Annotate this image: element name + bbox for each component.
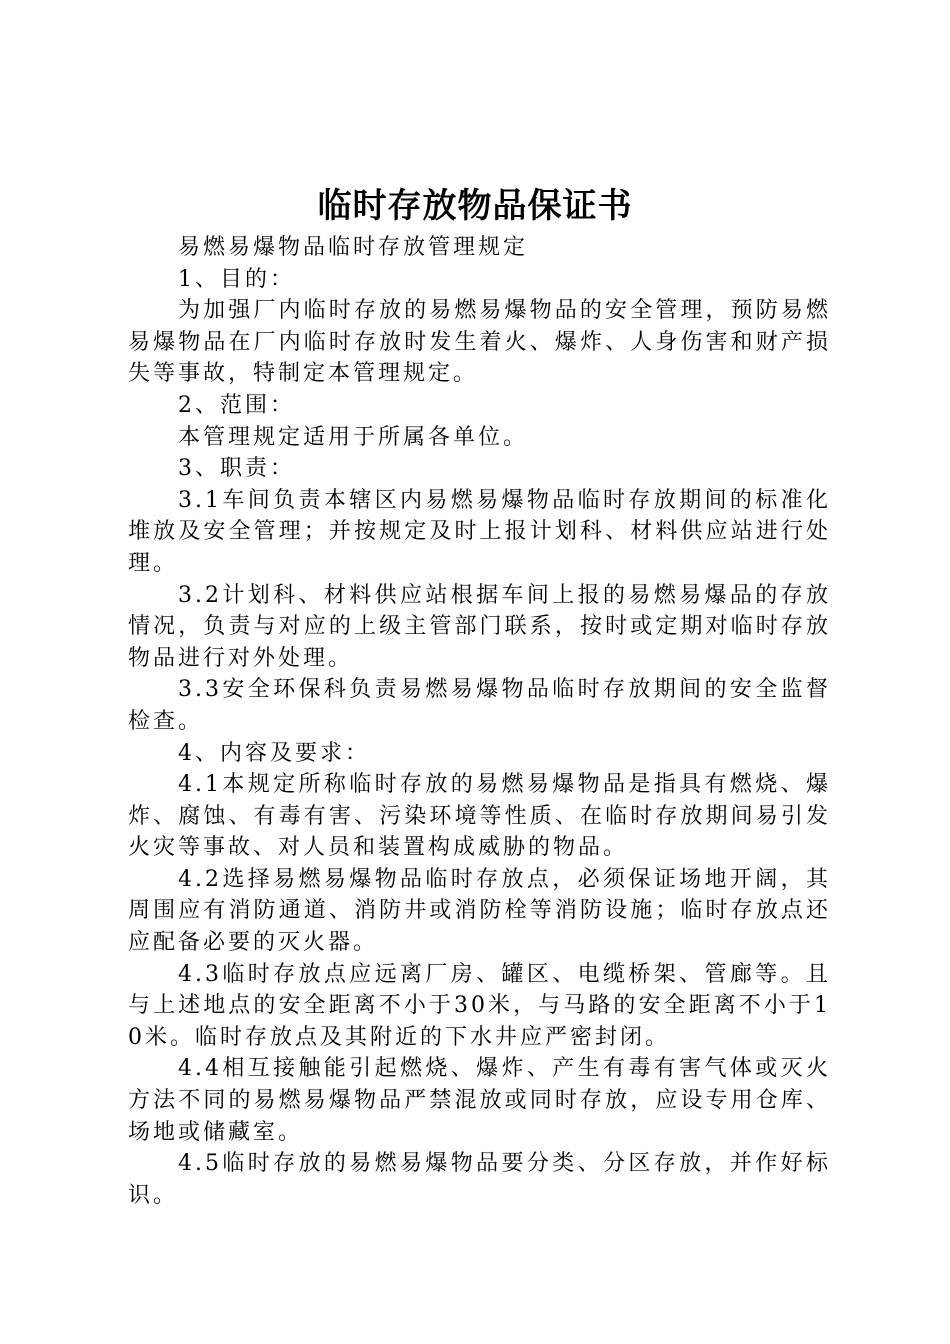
section-3-heading: 3、职责： [178,456,295,482]
section-2-text: 本管理规定适用于所属各单位。 [178,424,529,450]
clause-3-2: 3.2计划科、材料供应站根据车间上报的易燃易爆品的存放情况，负责与对应的上级主管部门联系，按时或定期对临时存放物品进行对外处理。 [128,582,831,671]
section-4-heading: 4、内容及要求： [178,740,370,766]
clause-4-1: 4.1本规定所称临时存放的易燃易爆物品是指具有燃烧、爆炸、腐蚀、有毒有害、污染环境等性质、在临时存放期间易引发火灾等事故、对人员和装置构成威胁的物品。 [128,772,831,861]
clause-3-1: 3.1车间负责本辖区内易燃易爆物品临时存放期间的标准化堆放及安全管理；并按规定及时上报计划科、材料供应站进行处理。 [128,487,831,576]
clause-3-3: 3.3安全环保科负责易燃易爆物品临时存放期间的安全监督检查。 [128,677,831,734]
clause-4-5: 4.5临时存放的易燃易爆物品要分类、分区存放，并作好标识。 [128,1151,831,1208]
document-body [128,232,831,1211]
paragraph-heading: 易燃易爆物品临时存放管理规定 [178,235,529,260]
clause-4-2: 4.2选择易燃易爆物品临时存放点，必须保证场地开阔，其周围应有消防通道、消防井或消防栓等消防设施；临时存放点还应配备必要的灭火器。 [128,866,831,956]
clause-4-4: 4.4相互接触能引起燃烧、爆炸、产生有毒有害气体或灭火方法不同的易燃易爆物品严禁混放或同时存放，应设专用仓库、场地或储藏室。 [128,1056,831,1145]
clause-4-3: 4.3临时存放点应远离厂房、罐区、电缆桥架、管廊等。且与上述地点的安全距离不小于30米，与马路的安全距离不小于10米。临时存放点及其附近的下水井应严密封闭。 [128,961,831,1050]
section-1-heading: 1、目的： [178,266,295,292]
section-2-heading: 2、范围： [178,392,295,418]
section-1-text: 为加强厂内临时存放的易燃易爆物品的安全管理，预防易燃易爆物品在厂内临时存放时发生着火、爆炸、人身伤害和财产损失等事故，特制定本管理规定。 [128,298,831,387]
document-title: 临时存放物品保证书 [317,186,633,226]
